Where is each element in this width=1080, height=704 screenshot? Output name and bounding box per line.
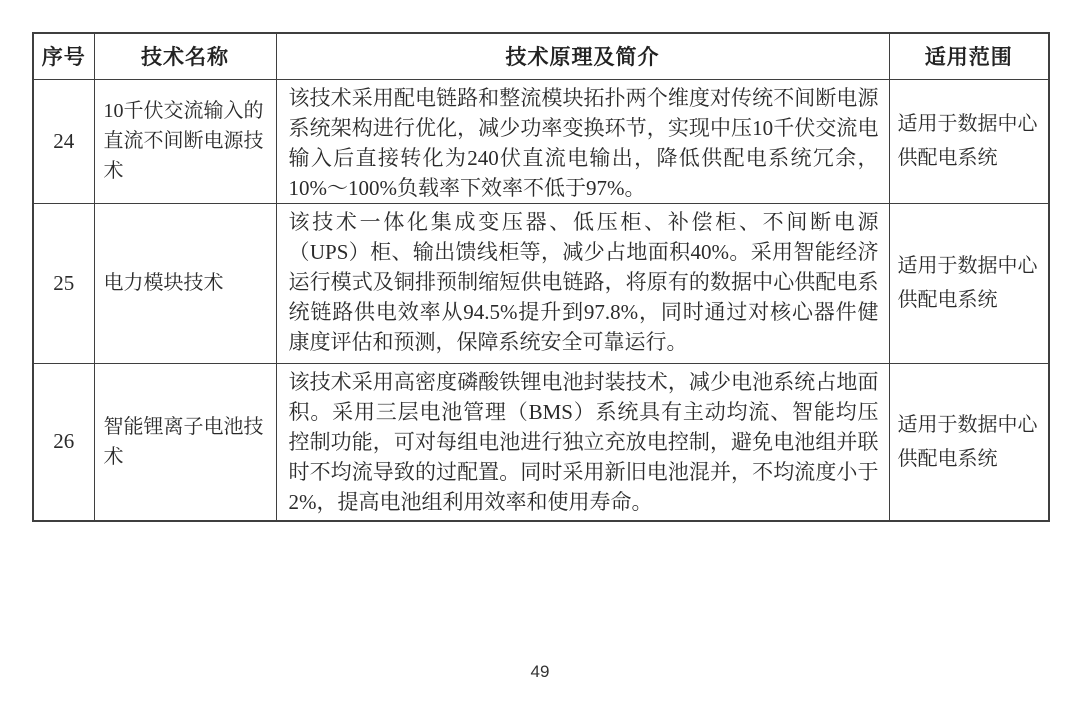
row-applicable-scope: 适用于数据中心供配电系统 — [889, 203, 1049, 363]
technology-table — [32, 32, 1050, 522]
row-serial-number: 26 — [33, 363, 94, 521]
table-row — [33, 363, 1049, 521]
row-serial-number: 25 — [33, 203, 94, 363]
row-technology-name: 智能锂离子电池技术 — [94, 363, 276, 521]
header-technology-description: 技术原理及简介 — [276, 33, 889, 79]
header-serial-number: 序号 — [33, 33, 94, 79]
row-technology-name: 10千伏交流输入的直流不间断电源技术 — [94, 79, 276, 203]
table-header-row — [33, 33, 1049, 79]
header-technology-name: 技术名称 — [94, 33, 276, 79]
row-technology-description: 该技术一体化集成变压器、低压柜、补偿柜、不间断电源（UPS）柜、输出馈线柜等，减少占地面积40%。采用智能经济运行模式及铜排预制缩短供电链路，将原有的数据中心供配电系统链路供电效率从94.5%提升到97.8%，同时通过对核心器件健康度评估和预测，保障系统安全可靠运行。 — [276, 203, 889, 363]
row-serial-number: 24 — [33, 79, 94, 203]
row-technology-description: 该技术采用高密度磷酸铁锂电池封装技术，减少电池系统占地面积。采用三层电池管理（BMS）系统具有主动均流、智能均压控制功能，可对每组电池进行独立充放电控制，避免电池组并联时不均流导致的过配置。同时采用新旧电池混并，不均流度小于2%，提高电池组利用效率和使用寿命。 — [276, 363, 889, 521]
row-applicable-scope: 适用于数据中心供配电系统 — [889, 363, 1049, 521]
table-row — [33, 203, 1049, 363]
row-technology-name: 电力模块技术 — [94, 203, 276, 363]
row-applicable-scope: 适用于数据中心供配电系统 — [889, 79, 1049, 203]
row-technology-description: 该技术采用配电链路和整流模块拓扑两个维度对传统不间断电源系统架构进行优化，减少功率变换环节，实现中压10千伏交流电输入后直接转化为240伏直流电输出，降低供配电系统冗余，10%～100%负载率下效率不低于97%。 — [276, 79, 889, 203]
page-number: 49 — [530, 662, 550, 681]
table-row — [33, 79, 1049, 203]
header-applicable-scope: 适用范围 — [889, 33, 1049, 79]
